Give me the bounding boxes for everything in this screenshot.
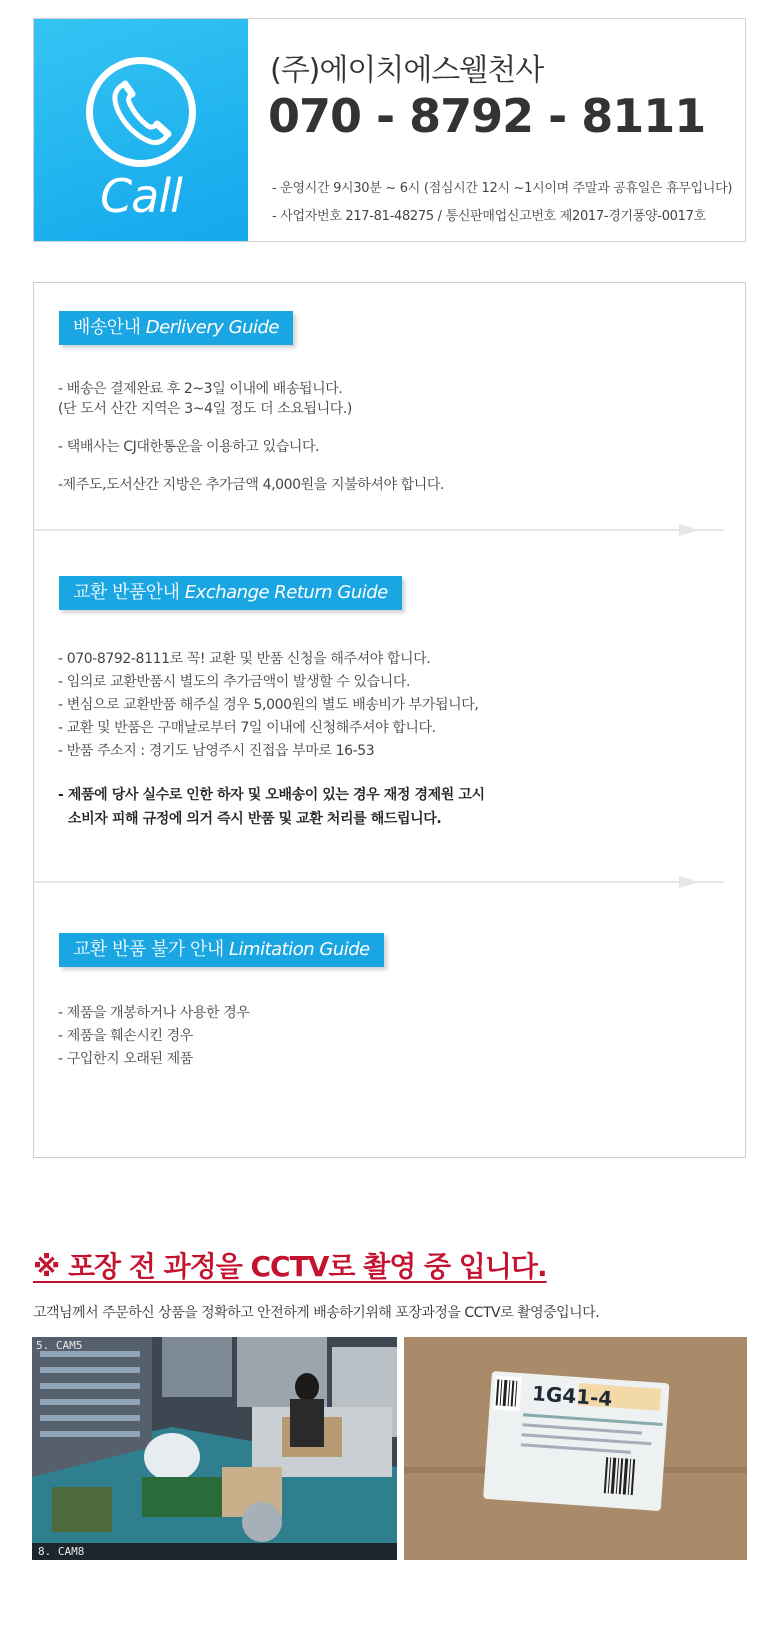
delivery-line: - 택배사는 CJ대한통운을 이용하고 있습니다. (58, 439, 320, 455)
exchange-notice: - 제품에 당사 실수로 인한 하자 및 오배송이 있는 경우 재정 경제원 고시 (58, 787, 485, 803)
divider-arrow-icon (679, 524, 699, 536)
call-banner (34, 19, 248, 241)
limitation-line: - 제품을 개봉하거나 사용한 경우 (58, 1005, 250, 1021)
parcel-label-photo (404, 1337, 747, 1560)
delivery-title-ko: 배송안내 (73, 317, 141, 338)
exchange-title-ko: 교환 반품안내 (73, 582, 180, 603)
business-registration: - 사업자번호 217-81-48275 / 통신판매업신고번호 제2017-경기풍양-0017호 (272, 209, 706, 224)
delivery-line: - 배송은 결제완료 후 2~3일 이내에 배송됩니다. (58, 381, 343, 397)
guide-panel (33, 282, 746, 1158)
cctv-packing-photo (32, 1337, 397, 1560)
operating-hours: - 운영시간 9시30분 ~ 6시 (점심시간 12시 ~1시이며 주말과 공휴일은 휴무입니다) (272, 181, 733, 196)
limitation-title-en: Limitation Guide (229, 939, 370, 960)
exchange-notice: 소비자 피해 규정에 의거 즉시 반품 및 교환 처리를 해드립니다. (68, 811, 442, 827)
delivery-guide-tag (59, 311, 293, 345)
cctv-title: ※ 포장 전 과정을 CCTV로 촬영 중 입니다. (33, 1250, 547, 1283)
section-divider (34, 881, 724, 883)
cctv-description: 고객님께서 주문하신 상품을 정확하고 안전하게 배송하기위해 포장과정을 CCTV로 촬영중입니다. (33, 1305, 600, 1321)
limitation-title-ko: 교환 반품 불가 안내 (73, 939, 224, 960)
phone-number[interactable]: 070 - 8792 - 8111 (268, 89, 706, 143)
exchange-line: - 교환 및 반품은 구매날로부터 7일 이내에 신청해주셔야 합니다. (58, 720, 436, 736)
call-label: Call (100, 169, 182, 223)
exchange-line: - 070-8792-8111로 꼭! 교환 및 반품 신청을 해주셔야 합니다. (58, 651, 431, 667)
exchange-line: - 임의로 교환반품시 별도의 추가금액이 발생할 수 있습니다. (58, 674, 411, 690)
divider-arrow-icon (679, 876, 699, 888)
exchange-guide-tag (59, 576, 402, 610)
contact-card (33, 18, 746, 242)
section-divider (34, 529, 724, 531)
limitation-line: - 구입한지 오래된 제품 (58, 1051, 193, 1067)
camera-label-top: 5. CAM5 (36, 1339, 83, 1352)
limitation-guide-tag (59, 933, 384, 967)
phone-icon (86, 57, 196, 167)
parcel-code: 1G41-4 (531, 1381, 614, 1411)
delivery-title-en: Derlivery Guide (145, 317, 279, 338)
company-name: (주)에이치에스웰천사 (270, 53, 544, 88)
exchange-title-en: Exchange Return Guide (184, 582, 388, 603)
exchange-line: - 변심으로 교환반품 해주실 경우 5,000원의 별도 배송비가 부가됩니다, (58, 697, 479, 713)
exchange-line: - 반품 주소지 : 경기도 남영주시 진접읍 부마로 16-53 (58, 743, 375, 759)
delivery-line: (단 도서 산간 지역은 3~4일 정도 더 소요됩니다.) (58, 401, 352, 417)
camera-label-bottom: 8. CAM8 (38, 1545, 85, 1558)
delivery-line: -제주도,도서산간 지방은 추가금액 4,000원을 지불하셔야 합니다. (58, 477, 445, 493)
limitation-line: - 제품을 훼손시킨 경우 (58, 1028, 193, 1044)
